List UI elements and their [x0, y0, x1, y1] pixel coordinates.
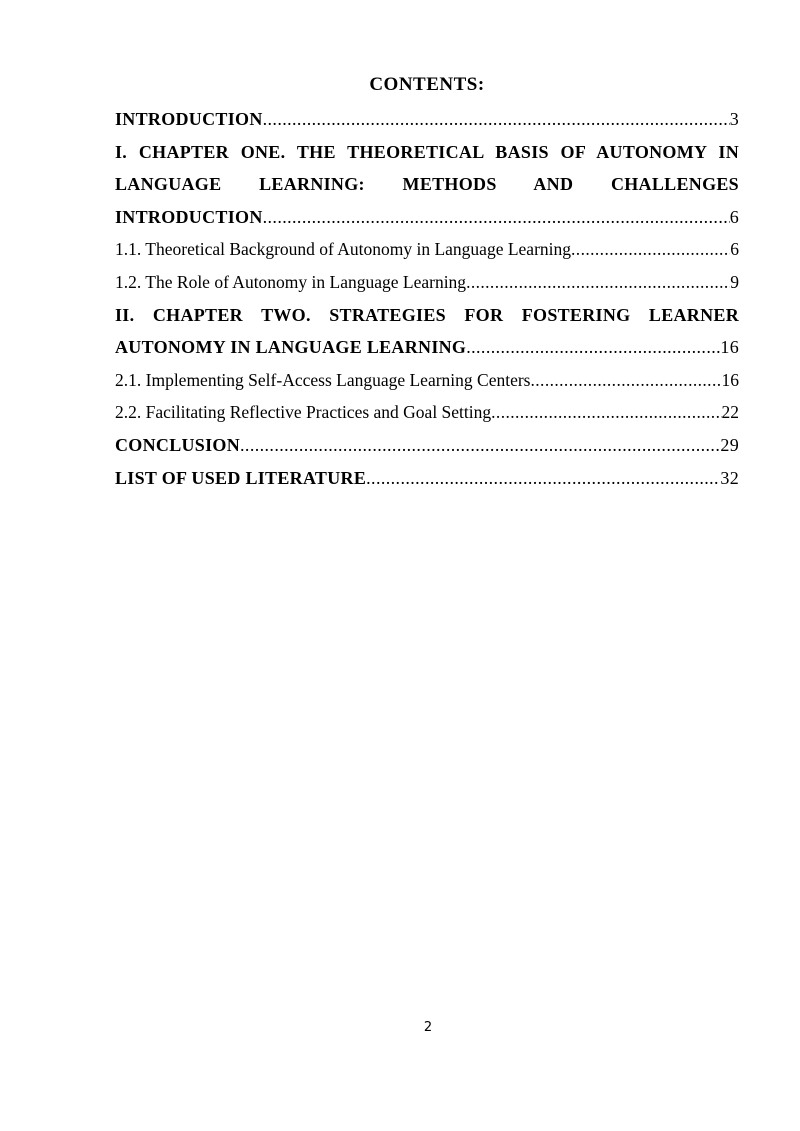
toc-entry-label: 2.1. Implementing Self-Access Language Learning Centers	[115, 369, 531, 390]
toc-entry-page: 16	[720, 337, 739, 358]
toc-entry-label: LANGUAGE LEARNING: METHODS AND CHALLENGES	[115, 174, 739, 195]
toc-entry-page: 32	[720, 467, 739, 488]
toc-entry-page: 29	[720, 434, 739, 455]
toc-entry-label: 1.2. The Role of Autonomy in Language Learning	[115, 271, 467, 292]
dot-leader	[263, 103, 730, 136]
dot-leader	[571, 233, 730, 266]
page-number: 2	[423, 1020, 433, 1035]
toc-chapter-one-line-1[interactable]	[115, 136, 739, 169]
toc-entry-page: 6	[730, 239, 739, 260]
dot-leader	[263, 201, 730, 234]
toc-entry-conclusion[interactable]	[115, 429, 739, 462]
toc-entry-page: 3	[729, 109, 739, 129]
toc-entry-page: 16	[721, 369, 739, 390]
toc-entry-label: 2.2. Facilitating Reflective Practices and Goal Setting	[115, 402, 492, 423]
dot-leader	[491, 396, 721, 429]
toc-entry-label: INTRODUCTION	[115, 206, 263, 227]
toc-entry-page: 22	[721, 402, 739, 423]
toc-entry-label: 1.1. Theoretical Background of Autonomy in Language Learning	[115, 239, 572, 260]
toc-entry-section-2-1[interactable]	[115, 364, 739, 397]
toc-entry-introduction[interactable]	[115, 103, 739, 136]
toc-chapter-two-line-1[interactable]	[115, 299, 739, 332]
dot-leader	[466, 331, 720, 364]
dot-leader	[366, 462, 720, 495]
toc-entry-label: CONCLUSION	[115, 434, 241, 455]
toc-chapter-one-line-2[interactable]	[115, 168, 739, 201]
toc-entry-page: 6	[729, 206, 739, 227]
toc-entry-section-1-2[interactable]	[115, 266, 739, 299]
toc-entry-chapter-two[interactable]	[115, 331, 739, 364]
dot-leader	[240, 429, 720, 462]
toc-entry-label: II. CHAPTER TWO. STRATEGIES FOR FOSTERING LEARNER	[115, 304, 739, 325]
toc-entry-label: LIST OF USED LITERATURE	[115, 467, 367, 488]
toc-entry-section-2-2[interactable]	[115, 396, 739, 429]
toc-entry-label: I. CHAPTER ONE. THE THEORETICAL BASIS OF AUTONOMY IN	[115, 141, 739, 162]
dot-leader	[531, 364, 722, 397]
contents-heading: CONTENTS:	[369, 74, 485, 95]
toc-entry-label: INTRODUCTION	[115, 109, 263, 129]
toc-entry-page: 9	[730, 271, 739, 292]
toc-entry-chapter-one[interactable]	[115, 201, 739, 234]
table-of-contents	[115, 103, 739, 494]
toc-entry-label: AUTONOMY IN LANGUAGE LEARNING	[115, 337, 467, 358]
dot-leader	[466, 266, 730, 299]
toc-entry-literature[interactable]	[115, 462, 739, 495]
toc-entry-section-1-1[interactable]	[115, 233, 739, 266]
